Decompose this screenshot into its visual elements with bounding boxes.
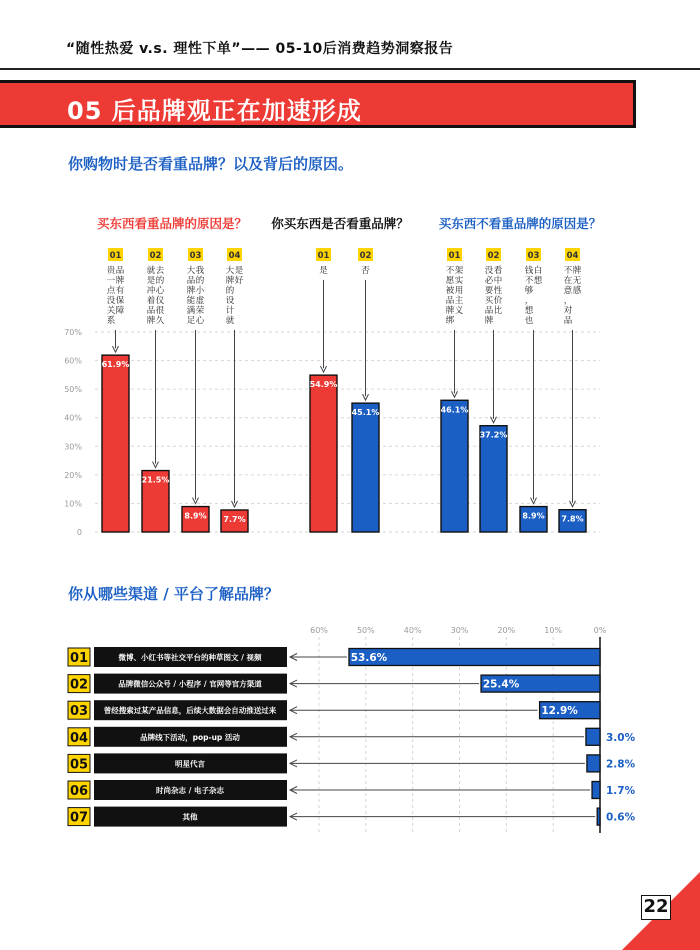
- bar-label-char: 绑: [445, 316, 455, 326]
- bar-value-label: 46.1%: [440, 405, 469, 415]
- bar: [352, 403, 379, 532]
- bar-label-char: 是: [146, 276, 156, 286]
- bar-value-label: 45.1%: [351, 408, 380, 418]
- bar-label-char: 被: [445, 286, 455, 296]
- bar-label-char: 保: [115, 296, 125, 306]
- bar-label-char: 不: [524, 276, 534, 286]
- bar-value-label: 1.7%: [606, 785, 636, 797]
- bar-label-char: 去: [155, 266, 165, 276]
- bar-label-char: 牌: [484, 316, 494, 326]
- bar-label-char: 就: [225, 316, 235, 326]
- section1-question: 你购物时是否看重品牌？以及背后的原因。: [68, 155, 354, 173]
- number-label: 01: [109, 251, 122, 261]
- y-tick-label: 30%: [64, 442, 82, 452]
- bar: [597, 808, 600, 825]
- number-label: 05: [69, 757, 89, 773]
- bar-label-char: 荣: [195, 306, 205, 316]
- bar-label-char: 品: [445, 296, 455, 306]
- bar-label-char: 障: [115, 306, 125, 316]
- bar-value-label: 53.6%: [350, 652, 388, 664]
- bar-label-char: 是: [319, 266, 328, 276]
- bar-label-char: ，: [563, 296, 573, 306]
- number-label: 07: [69, 810, 89, 826]
- section2-question: 你从哪些渠道 / 平台了解品牌？: [68, 585, 279, 603]
- bar: [587, 755, 600, 772]
- number-label: 01: [69, 651, 89, 666]
- bar-label-char: 也: [524, 316, 534, 326]
- bar-value-label: 61.9%: [101, 360, 130, 370]
- bar-label-char: 比: [493, 306, 503, 316]
- bar-label-char: 意: [563, 286, 573, 296]
- bar-label-char: 要: [484, 286, 494, 296]
- x-tick-label: 20%: [497, 626, 516, 635]
- bar-label-char: 买: [484, 296, 494, 306]
- bar-label-char: 虚: [195, 296, 205, 306]
- number-label: 03: [527, 251, 540, 261]
- group-title: 买东西不看重品牌的原因是？: [438, 216, 602, 231]
- bar-label-char: 钱: [524, 266, 534, 276]
- bar-label-char: 有: [115, 286, 125, 296]
- bar-label-char: 系: [106, 316, 116, 326]
- bar-value-label: 3.0%: [606, 731, 636, 744]
- bar-value-label: 37.2%: [479, 430, 508, 440]
- number-label: 01: [448, 251, 461, 261]
- channel-label: 明星代言: [175, 759, 205, 769]
- bar-label-char: 仪: [155, 296, 165, 306]
- bar-label-char: 不: [563, 266, 573, 276]
- bar-label-char: 够: [524, 286, 534, 296]
- bar-label-char: 点: [106, 286, 116, 296]
- bar-label-char: 牌: [445, 306, 455, 316]
- channel-label: 时尚杂志 / 电子杂志: [156, 786, 224, 795]
- bar-label-char: 贵: [106, 266, 116, 276]
- bar-label-char: 品: [563, 316, 573, 326]
- bar-label-char: 牌: [225, 276, 235, 286]
- bar: [102, 355, 129, 532]
- brand-channel-chart: [0, 615, 700, 835]
- bar-value-label: 25.4%: [482, 678, 520, 691]
- number-label: 02: [359, 251, 372, 261]
- x-tick-label: 50%: [356, 626, 375, 635]
- bar-label-char: 是: [234, 266, 244, 276]
- y-tick-label: 0: [76, 528, 82, 537]
- channel-label: 曾经搜索过某产品信息，后续大数据会自动推送过来: [103, 706, 277, 716]
- section-banner: [0, 80, 636, 128]
- bar-label-char: 义: [454, 306, 464, 316]
- bar-label-char: 小: [195, 286, 205, 296]
- bar-label-char: 计: [225, 306, 235, 316]
- bar-label-char: 架: [454, 266, 464, 276]
- bar-label-char: 必: [484, 276, 494, 286]
- bar-label-char: 足: [186, 316, 196, 326]
- bar: [310, 375, 337, 532]
- bar-value-label: 0.6%: [606, 811, 636, 824]
- number-label: 02: [487, 251, 500, 261]
- bar-label-char: 冲: [146, 286, 156, 296]
- number-label: 01: [317, 251, 330, 261]
- bar: [586, 728, 600, 745]
- bar-label-char: 好: [234, 276, 244, 286]
- bar-label-char: 感: [572, 286, 582, 296]
- bar-label-char: 没: [484, 266, 494, 276]
- bar: [441, 400, 468, 532]
- number-label: 03: [69, 704, 89, 720]
- bar-label-char: 用: [454, 286, 464, 296]
- bar-label-char: 我: [195, 266, 205, 276]
- number-label: 02: [149, 251, 162, 261]
- bar-label-char: 设: [225, 296, 235, 306]
- bar-value-label: 2.8%: [606, 758, 636, 771]
- page-number: 22: [641, 895, 671, 920]
- channel-label: 其他: [182, 812, 198, 822]
- bar-label-char: 着: [146, 296, 156, 306]
- banner-title: 05 后品牌观正在加速形成: [67, 97, 362, 125]
- bar-label-char: 主: [454, 296, 464, 306]
- number-label: 04: [228, 251, 241, 261]
- number-label: 04: [566, 251, 579, 261]
- bar-label-char: 无: [572, 276, 582, 286]
- bar-value-label: 8.9%: [184, 511, 207, 521]
- x-tick-label: 30%: [450, 626, 469, 635]
- bar-label-char: 关: [106, 306, 116, 316]
- bar-value-label: 8.9%: [522, 511, 545, 521]
- bar-label-char: 愿: [445, 276, 455, 286]
- bar-label-char: 在: [563, 276, 573, 286]
- group-title: 你买东西是否看重品牌？: [271, 216, 409, 231]
- brand-importance-chart: [0, 190, 700, 550]
- bar-label-char: 品: [146, 306, 156, 316]
- bar-label-char: 对: [563, 306, 573, 316]
- bar-value-label: 7.7%: [223, 515, 246, 524]
- bar-label-char: 中: [493, 276, 503, 286]
- bar-label-char: 牌: [186, 286, 196, 296]
- bar-label-char: 心: [195, 316, 205, 326]
- y-tick-label: 40%: [64, 413, 82, 423]
- bar: [592, 782, 600, 799]
- bar-label-char: 看: [493, 266, 503, 276]
- number-label: 04: [69, 730, 89, 746]
- bar-label-char: 品: [484, 306, 494, 316]
- bar-label-char: 没: [106, 296, 116, 306]
- bar-label-char: 的: [155, 276, 165, 286]
- y-tick-label: 50%: [64, 385, 82, 395]
- bar-label-char: ，: [524, 296, 534, 306]
- x-tick-label: 60%: [310, 626, 328, 635]
- bar-value-label: 12.9%: [541, 705, 578, 718]
- number-label: 03: [189, 251, 202, 261]
- bar-value-label: 21.5%: [141, 475, 170, 485]
- channel-label: 微博、小红书等社交平台的种草图文 / 视频: [118, 653, 262, 662]
- bar-label-char: 想: [533, 276, 543, 286]
- y-tick-label: 10%: [64, 499, 82, 509]
- x-tick-label: 40%: [403, 626, 422, 635]
- y-tick-label: 70%: [64, 328, 82, 337]
- y-tick-label: 60%: [64, 356, 82, 366]
- bar-label-char: 牌: [115, 276, 125, 286]
- bar-label-char: 满: [186, 306, 196, 316]
- bar-label-char: 很: [155, 306, 165, 316]
- bar-label-char: 牌: [146, 316, 156, 326]
- channel-label: 品牌微信公众号 / 小程序 / 官网等官方渠道: [118, 679, 262, 689]
- bar-value-label: 7.8%: [561, 514, 584, 524]
- report-title: “随性热爱 v.s. 理性下单”—— 05-10后消费趋势洞察报告: [66, 41, 454, 57]
- x-tick-label: 10%: [544, 626, 563, 635]
- bar-label-char: 就: [146, 266, 156, 276]
- bar-label-char: 不: [445, 266, 455, 276]
- bar-label-char: 的: [195, 276, 205, 286]
- bar-label-char: 大: [186, 266, 196, 276]
- bar-label-char: 想: [524, 306, 534, 316]
- bar-value-label: 54.9%: [309, 380, 338, 390]
- bar: [480, 426, 507, 532]
- bar-label-char: 性: [493, 286, 503, 296]
- bar-label-char: 一: [106, 276, 116, 286]
- bar-label-char: 否: [361, 266, 370, 276]
- bar-label-char: 品: [186, 276, 196, 286]
- bar-label-char: 价: [493, 296, 503, 306]
- group-title: 买东西看重品牌的原因是？: [96, 216, 248, 231]
- bar-label-char: 的: [225, 286, 235, 296]
- bar-label-char: 实: [454, 276, 464, 286]
- header-divider: [0, 68, 700, 70]
- bar-label-char: 能: [186, 296, 196, 306]
- x-tick-label: 0%: [593, 626, 607, 635]
- bar-label-char: 心: [155, 286, 165, 296]
- number-label: 02: [69, 677, 89, 693]
- bar-label-char: 大: [225, 266, 235, 276]
- bar-label-char: 牌: [572, 266, 582, 276]
- bar-label-char: 久: [155, 316, 165, 326]
- y-tick-label: 20%: [64, 470, 82, 480]
- channel-label: 品牌线下活动，pop-up 活动: [140, 732, 240, 742]
- bar-label-char: 白: [533, 266, 543, 276]
- bar-label-char: 品: [115, 266, 125, 276]
- number-label: 06: [69, 784, 89, 799]
